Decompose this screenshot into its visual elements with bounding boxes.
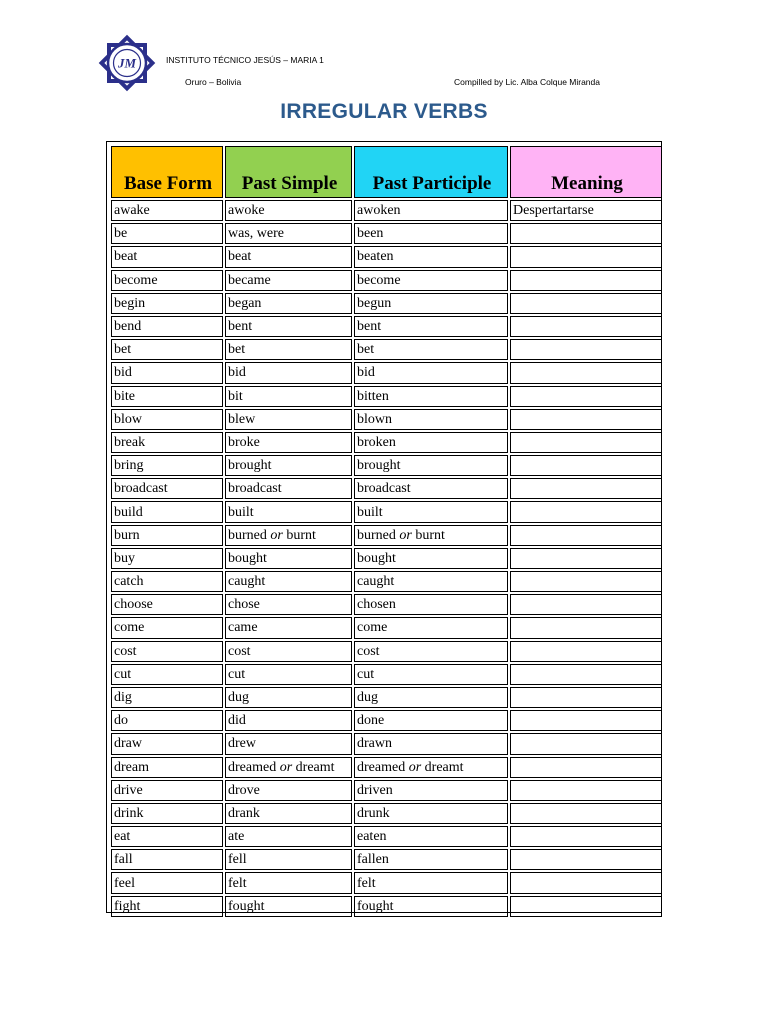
cell-past-simple: cost bbox=[225, 641, 352, 662]
cell-base-form: blow bbox=[111, 409, 223, 430]
cell-meaning bbox=[510, 803, 662, 824]
cell-past-simple: chose bbox=[225, 594, 352, 615]
table-row bbox=[111, 293, 662, 314]
table-row bbox=[111, 710, 662, 731]
cell-base-form: drive bbox=[111, 780, 223, 801]
cell-base-form: bite bbox=[111, 386, 223, 407]
cell-past-simple: felt bbox=[225, 872, 352, 893]
cell-past-participle: fought bbox=[354, 896, 508, 917]
cell-meaning bbox=[510, 594, 662, 615]
cell-base-form: fight bbox=[111, 896, 223, 917]
cell-base-form: build bbox=[111, 501, 223, 522]
cell-base-form: bend bbox=[111, 316, 223, 337]
table-row bbox=[111, 896, 662, 917]
table-row bbox=[111, 409, 662, 430]
cell-past-participle: done bbox=[354, 710, 508, 731]
table-row bbox=[111, 432, 662, 453]
cell-base-form: come bbox=[111, 617, 223, 638]
cell-base-form: burn bbox=[111, 525, 223, 546]
cell-past-simple: bought bbox=[225, 548, 352, 569]
cell-base-form: bid bbox=[111, 362, 223, 383]
cell-base-form: beat bbox=[111, 246, 223, 267]
table-row bbox=[111, 687, 662, 708]
cell-past-participle: bet bbox=[354, 339, 508, 360]
cell-past-participle: eaten bbox=[354, 826, 508, 847]
table-row bbox=[111, 501, 662, 522]
cell-meaning bbox=[510, 339, 662, 360]
table-row bbox=[111, 525, 662, 546]
table-header-row bbox=[111, 146, 662, 198]
institute-name: INSTITUTO TÉCNICO JESÚS – MARIA 1 bbox=[166, 55, 324, 65]
cell-past-simple: fell bbox=[225, 849, 352, 870]
cell-base-form: become bbox=[111, 270, 223, 291]
logo-text: JM bbox=[117, 55, 137, 71]
compiled-by-label: Compilled by Lic. Alba Colque Miranda bbox=[454, 77, 600, 87]
table-row bbox=[111, 246, 662, 267]
cell-base-form: bring bbox=[111, 455, 223, 476]
cell-past-participle: broadcast bbox=[354, 478, 508, 499]
cell-past-simple: cut bbox=[225, 664, 352, 685]
cell-past-participle: cut bbox=[354, 664, 508, 685]
cell-meaning bbox=[510, 293, 662, 314]
cell-past-participle: become bbox=[354, 270, 508, 291]
cell-meaning bbox=[510, 548, 662, 569]
cell-meaning bbox=[510, 687, 662, 708]
cell-base-form: eat bbox=[111, 826, 223, 847]
cell-past-simple: was, were bbox=[225, 223, 352, 244]
cell-base-form: catch bbox=[111, 571, 223, 592]
cell-past-simple: came bbox=[225, 617, 352, 638]
cell-base-form: break bbox=[111, 432, 223, 453]
cell-meaning bbox=[510, 641, 662, 662]
table-row bbox=[111, 849, 662, 870]
cell-past-participle: beaten bbox=[354, 246, 508, 267]
cell-past-participle: bitten bbox=[354, 386, 508, 407]
cell-meaning bbox=[510, 478, 662, 499]
table-row bbox=[111, 872, 662, 893]
table-row bbox=[111, 455, 662, 476]
cell-meaning bbox=[510, 362, 662, 383]
header-past-participle: Past Participle bbox=[354, 146, 508, 198]
cell-base-form: drink bbox=[111, 803, 223, 824]
cell-past-simple: dreamed or dreamt bbox=[225, 757, 352, 778]
cell-base-form: dream bbox=[111, 757, 223, 778]
cell-base-form: be bbox=[111, 223, 223, 244]
table-row bbox=[111, 757, 662, 778]
cell-meaning bbox=[510, 710, 662, 731]
table-row bbox=[111, 826, 662, 847]
cell-past-simple: burned or burnt bbox=[225, 525, 352, 546]
cell-base-form: cost bbox=[111, 641, 223, 662]
cell-meaning bbox=[510, 757, 662, 778]
table-row bbox=[111, 664, 662, 685]
verbs-table-frame bbox=[106, 141, 662, 913]
cell-past-participle: cost bbox=[354, 641, 508, 662]
cell-past-participle: begun bbox=[354, 293, 508, 314]
table-row bbox=[111, 548, 662, 569]
table-row bbox=[111, 316, 662, 337]
cell-base-form: draw bbox=[111, 733, 223, 754]
table-row bbox=[111, 223, 662, 244]
cell-past-simple: bet bbox=[225, 339, 352, 360]
cell-past-participle: dreamed or dreamt bbox=[354, 757, 508, 778]
table-row bbox=[111, 478, 662, 499]
cell-meaning bbox=[510, 780, 662, 801]
cell-past-simple: bid bbox=[225, 362, 352, 383]
cell-meaning bbox=[510, 455, 662, 476]
cell-meaning bbox=[510, 571, 662, 592]
table-row bbox=[111, 362, 662, 383]
cell-past-participle: bought bbox=[354, 548, 508, 569]
cell-base-form: bet bbox=[111, 339, 223, 360]
cell-meaning bbox=[510, 849, 662, 870]
cell-meaning bbox=[510, 409, 662, 430]
school-logo-icon bbox=[98, 34, 156, 92]
cell-meaning bbox=[510, 501, 662, 522]
cell-past-participle: chosen bbox=[354, 594, 508, 615]
cell-base-form: broadcast bbox=[111, 478, 223, 499]
cell-past-participle: dug bbox=[354, 687, 508, 708]
cell-past-simple: broke bbox=[225, 432, 352, 453]
cell-base-form: buy bbox=[111, 548, 223, 569]
cell-past-participle: drunk bbox=[354, 803, 508, 824]
cell-meaning bbox=[510, 270, 662, 291]
header-base-form: Base Form bbox=[111, 146, 223, 198]
cell-past-participle: brought bbox=[354, 455, 508, 476]
header-past-simple: Past Simple bbox=[225, 146, 352, 198]
cell-meaning bbox=[510, 223, 662, 244]
cell-meaning bbox=[510, 872, 662, 893]
cell-meaning bbox=[510, 246, 662, 267]
table-row bbox=[111, 270, 662, 291]
cell-past-simple: drove bbox=[225, 780, 352, 801]
cell-past-simple: fought bbox=[225, 896, 352, 917]
cell-past-participle: drawn bbox=[354, 733, 508, 754]
cell-past-simple: built bbox=[225, 501, 352, 522]
cell-meaning bbox=[510, 432, 662, 453]
cell-past-simple: brought bbox=[225, 455, 352, 476]
table-row bbox=[111, 571, 662, 592]
cell-past-participle: broken bbox=[354, 432, 508, 453]
cell-past-simple: bit bbox=[225, 386, 352, 407]
cell-past-participle: awoken bbox=[354, 200, 508, 221]
cell-meaning bbox=[510, 386, 662, 407]
cell-past-simple: did bbox=[225, 710, 352, 731]
cell-base-form: feel bbox=[111, 872, 223, 893]
cell-past-simple: blew bbox=[225, 409, 352, 430]
cell-past-simple: beat bbox=[225, 246, 352, 267]
cell-past-simple: bent bbox=[225, 316, 352, 337]
cell-past-participle: bent bbox=[354, 316, 508, 337]
cell-meaning bbox=[510, 525, 662, 546]
table-row bbox=[111, 594, 662, 615]
cell-past-participle: driven bbox=[354, 780, 508, 801]
cell-meaning bbox=[510, 733, 662, 754]
cell-past-participle: burned or burnt bbox=[354, 525, 508, 546]
cell-past-simple: awoke bbox=[225, 200, 352, 221]
cell-base-form: do bbox=[111, 710, 223, 731]
cell-past-simple: became bbox=[225, 270, 352, 291]
cell-base-form: awake bbox=[111, 200, 223, 221]
cell-past-simple: drank bbox=[225, 803, 352, 824]
cell-past-participle: come bbox=[354, 617, 508, 638]
cell-past-simple: drew bbox=[225, 733, 352, 754]
cell-past-participle: blown bbox=[354, 409, 508, 430]
cell-past-simple: caught bbox=[225, 571, 352, 592]
cell-past-participle: built bbox=[354, 501, 508, 522]
cell-past-simple: ate bbox=[225, 826, 352, 847]
cell-meaning bbox=[510, 826, 662, 847]
cell-past-simple: began bbox=[225, 293, 352, 314]
table-row bbox=[111, 803, 662, 824]
cell-meaning bbox=[510, 617, 662, 638]
table-row bbox=[111, 617, 662, 638]
cell-base-form: fall bbox=[111, 849, 223, 870]
table-row bbox=[111, 780, 662, 801]
table-row bbox=[111, 200, 662, 221]
cell-past-participle: felt bbox=[354, 872, 508, 893]
cell-meaning bbox=[510, 664, 662, 685]
irregular-verbs-table bbox=[109, 144, 664, 919]
table-row bbox=[111, 386, 662, 407]
table-row bbox=[111, 339, 662, 360]
cell-past-participle: caught bbox=[354, 571, 508, 592]
table-row bbox=[111, 641, 662, 662]
cell-past-participle: fallen bbox=[354, 849, 508, 870]
cell-base-form: choose bbox=[111, 594, 223, 615]
cell-past-simple: broadcast bbox=[225, 478, 352, 499]
header-meaning: Meaning bbox=[510, 146, 662, 198]
cell-past-participle: bid bbox=[354, 362, 508, 383]
cell-meaning: Despertartarse bbox=[510, 200, 662, 221]
cell-past-participle: been bbox=[354, 223, 508, 244]
city-label: Oruro – Bolivia bbox=[185, 77, 242, 87]
page-title: IRREGULAR VERBS bbox=[280, 100, 488, 123]
cell-past-simple: dug bbox=[225, 687, 352, 708]
cell-base-form: cut bbox=[111, 664, 223, 685]
table-row bbox=[111, 733, 662, 754]
cell-meaning bbox=[510, 316, 662, 337]
cell-base-form: begin bbox=[111, 293, 223, 314]
cell-base-form: dig bbox=[111, 687, 223, 708]
cell-meaning bbox=[510, 896, 662, 917]
